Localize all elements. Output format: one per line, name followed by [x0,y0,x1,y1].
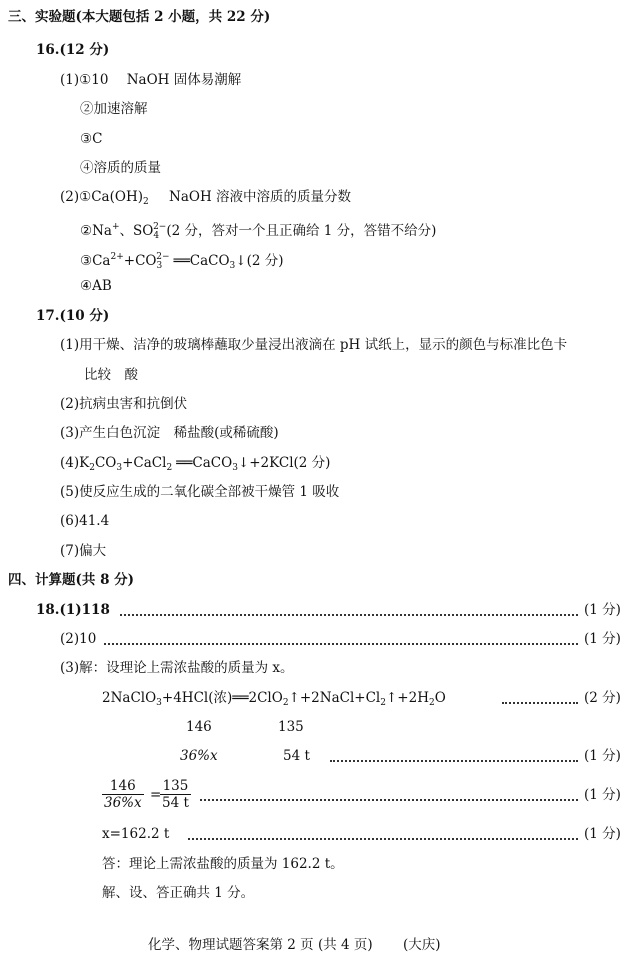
q17-part1-line2: 比较 酸 [84,367,138,383]
q16-p2-2-sub: 4 [153,231,160,241]
q18-equation [102,689,446,712]
fraction-left [102,778,144,811]
q16-p2-3-b: +CO [123,253,157,269]
q17-p4-s1: 2 [89,463,95,473]
q16-part2-item3 [80,248,284,275]
q18-eq-a: 2NaClO [102,690,157,706]
q16-part2-item2 [80,218,436,245]
q16-p1-1-post: NaOH 固体易潮解 [126,72,242,88]
equals-sign: = [150,787,162,803]
q17-p4-s3: 2 [166,463,173,473]
q18-p2-score: (1 分) [584,631,621,647]
q18-eq-s4: 2 [428,698,435,708]
q16-p2-3-sup2: 2− [156,252,170,262]
q16-p2-3-d: ↓(2 分) [235,253,284,269]
q18-eq-b: +4HCl(浓)══2ClO [161,690,283,706]
q18-eq-e: O [434,690,446,706]
q17-p4-s4: 3 [232,463,238,473]
q18-part3: (3)解：设理论上需浓盐酸的质量为 x。 [60,660,294,676]
leader-dots [502,702,578,704]
q16-part2-item4: ④AB [80,278,112,294]
q17-part1-line1: (1)用干燥、洁净的玻璃棒蘸取少量浸出液滴在 pH 试纸上，显示的颜色与标准比色卡 [60,337,568,353]
q16-p2-2-sup2: 2− [153,222,167,232]
q17-part3: (3)产生白色沉淀 稀盐酸(或稀硫酸) [60,425,279,441]
q18-unknown-hcl: 36%x [180,748,218,764]
q16-p2-2-c: (2 分，答对一个且正确给 1 分，答错不给分) [166,223,437,239]
q18-answer: 答：理论上需浓盐酸的质量为 162.2 t。 [102,856,344,872]
q17-p4-b: CO [94,455,117,471]
q17-part2: (2)抗病虫害和抗倒伏 [60,396,188,412]
q17-part5: (5)使反应生成的二氧化碳全部被干燥管 1 吸收 [60,484,340,500]
q18-m-score: (1 分) [584,748,621,764]
q16-part1-item1 [60,71,241,89]
question-16-heading: 16.(12 分) [36,42,110,58]
leader-dots [200,799,578,801]
q17-part6: (6)41.4 [60,513,110,529]
q16-p2-3-sub: 3 [156,261,163,271]
q18-p1-text: 18.(1)118 [36,602,110,618]
q18-mass-hcl: 146 [186,719,212,735]
q16-p1-1-pre: (1)①10 [60,72,109,88]
fraction-right [160,778,191,811]
q17-part4 [60,454,330,477]
q16-p2-3-sub2: 3 [229,261,236,271]
q16-p2-2-b: 、SO [119,223,154,239]
q16-p2-1-pre: (2)①Ca(OH) [60,189,143,205]
q18-p1-score: (1 分) [584,602,621,618]
q16-p2-1-sub: 2 [142,197,149,207]
q17-p4-d: ══CaCO [176,455,233,471]
footer-city: (大庆) [402,937,441,953]
page-footer [148,936,441,954]
q16-p2-1-post: NaOH 溶液中溶质的质量分数 [169,189,352,205]
q18-part1 [36,601,110,619]
leader-dots [104,643,578,645]
q18-eq-s1: 3 [156,698,162,708]
q16-p2-3-c: ══CaCO [173,253,230,269]
q18-known-cl2: 54 t [283,748,310,764]
q17-p4-s2: 3 [116,463,123,473]
q16-p2-3-sup: 2+ [110,252,124,262]
fraction-numerator: 146 [102,778,144,795]
q18-note: 解、设、答正确共 1 分。 [102,885,255,901]
q18-f-score: (1 分) [584,787,621,803]
q16-p2-3-a: ③Ca [80,253,111,269]
q16-part2-item1 [60,188,351,211]
q18-eq-score: (2 分) [584,690,621,706]
q17-p4-e: ↓+2KCl(2 分) [237,455,331,471]
q16-part1-item4: ④溶质的质量 [80,160,161,176]
leader-dots [330,760,578,762]
q16-part1-item2: ②加速溶解 [80,101,148,117]
leader-dots [120,614,578,616]
q18-part2: (2)10 [60,631,97,647]
leader-dots [188,838,578,840]
fraction-denominator: 36%x [104,795,142,811]
q16-p2-2-sup: + [111,222,120,232]
footer-center-text: 化学、物理试题答案第 2 页 (共 4 页) [148,937,373,953]
section-heading-experiment: 三、实验题(本大题包括 2 小题，共 22 分) [8,9,271,25]
q18-x-score: (1 分) [584,826,621,842]
section-heading-calculation: 四、计算题(共 8 分) [8,572,135,588]
fraction-denominator: 54 t [162,795,189,811]
q18-eq-s2: 2 [282,698,289,708]
q16-p2-2-a: ②Na [80,223,112,239]
q18-mass-cl2: 135 [278,719,304,735]
fraction-numerator: 135 [160,778,191,795]
q18-eq-s3: 2 [380,698,386,708]
q18-eq-c: ↑+2NaCl+Cl [288,690,381,706]
q18-eq-d: ↑+2H [385,690,429,706]
q18-x-result: x=162.2 t [102,826,170,842]
q17-p4-a: (4)K [60,455,90,471]
q16-part1-item3: ③C [80,131,103,147]
q17-p4-c: +CaCl [122,455,167,471]
question-17-heading: 17.(10 分) [36,308,110,324]
q17-part7: (7)偏大 [60,543,107,559]
